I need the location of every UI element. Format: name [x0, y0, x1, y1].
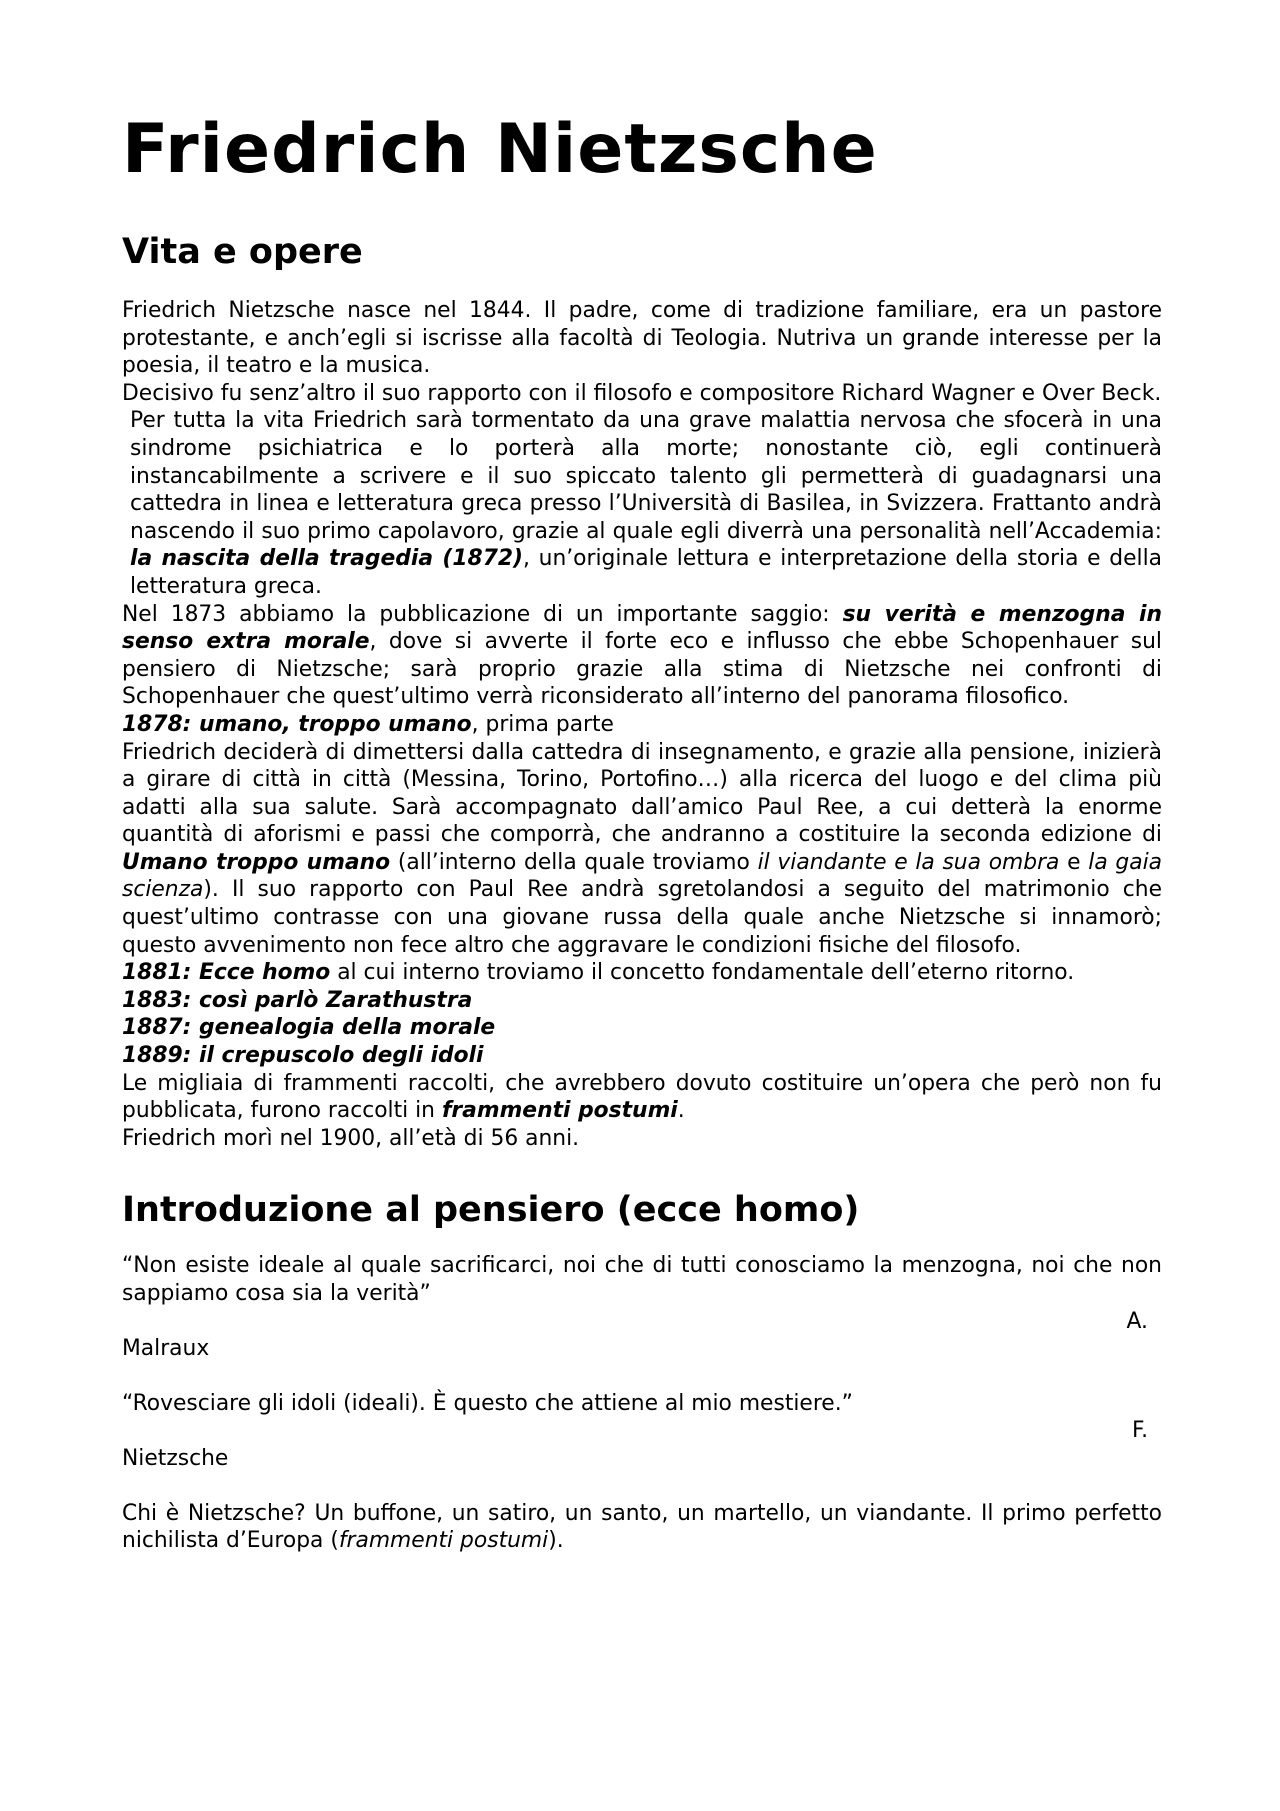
text-run: (all’interno della quale troviamo [390, 849, 758, 875]
work-title-genealogia: 1887: genealogia della morale [122, 1015, 496, 1041]
work-title-ecce-homo: 1881: Ecce homo [122, 960, 331, 986]
text-run: Chi è Nietzsche? Un buffone, un satiro, un santo, un martello, un viandante. Il primo perfetto nichilista d’Europa ( [122, 1500, 1162, 1554]
text-run: al cui interno troviamo il concetto fondamentale dell’eterno ritorno. [330, 960, 1075, 986]
work-title-umano: 1878: umano, troppo umano [122, 711, 472, 737]
paragraph-chi-e-nietzsche [122, 1500, 1162, 1555]
document-title: Friedrich Nietzsche [122, 110, 878, 189]
quote-initial-a: A. [1126, 1308, 1148, 1334]
text-run: ). Il suo rapporto con Paul Ree andrà sgretolandosi a seguito del matrimonio che quest’ultimo contrasse con una giovane russa della quale anche Nietzsche si innamorò; questo avvenimento non fece altro che aggravare le condizioni fisiche del filosofo. [122, 877, 1162, 958]
work-title-crepuscolo: 1889: il crepuscolo degli idoli [122, 1043, 484, 1069]
text-run: , dove si avverte il forte eco e influsso che ebbe Schopenhauer sul pensiero di Nietzsche; sarà proprio grazie alla stima di Nietzsche nei confronti di Schopenhauer che quest’ultimo verrà riconsiderato all’interno del panorama filosofico. [122, 629, 1162, 710]
text-run: Per tutta la vita Friedrich sarà tormentato da una grave malattia nervosa che sfocerà in una sindrome psichiatrica e lo porterà alla morte; nonostante ciò, egli continuerà instancabilmente a scrivere e il suo spiccato talento gli permetterà di guadagnarsi una cattedra in linea e letteratura greca presso l’Università di Basilea, in Svizzera. Frattanto andrà nascendo il suo primo capolavoro, grazie al quale egli diverrà una personalità nell’Accademia: [130, 408, 1162, 544]
paragraph-1881 [122, 959, 1162, 987]
text-run: ). [548, 1528, 564, 1554]
quote-nietzsche: “Rovesciare gli idoli (ideali). È questo che attiene al mio mestiere.” [122, 1390, 853, 1416]
text-run: Le migliaia di frammenti raccolti, che avrebbero dovuto costituire un’opera che però non fu pubblicata, furono raccolti in [122, 1070, 1162, 1124]
document-page [122, 110, 1162, 1555]
work-title-umano-2: Umano troppo umano [122, 849, 391, 875]
paragraph-death: Friedrich morì nel 1900, all’età di 56 anni. [122, 1125, 580, 1151]
text-run: Nel 1873 abbiamo la pubblicazione di un importante saggio: [122, 601, 843, 627]
quote-malraux: “Non esiste ideale al quale sacrificarci, noi che di tutti conosciamo la menzogna, noi che non sappiamo cosa sia la verità” [122, 1253, 1162, 1306]
paragraph-paul-ree [122, 739, 1162, 960]
paragraph-1878 [122, 711, 1162, 739]
work-title-tragedia: la nascita della tragedia (1872) [130, 546, 523, 572]
paragraph-wagner: Decisivo fu senz’altro il suo rapporto con il filosofo e compositore Richard Wagner e Over Beck. [122, 380, 1162, 406]
section-heading-intro: Introduzione al pensiero (ecce homo) [122, 1190, 860, 1231]
paragraph-1873 [122, 601, 1162, 711]
quote-author-nietzsche: Nietzsche [122, 1445, 229, 1471]
text-run: . [677, 1098, 685, 1124]
spacer [122, 1363, 1162, 1390]
section-heading-vita: Vita e opere [122, 232, 363, 272]
paragraph-birth: Friedrich Nietzsche nasce nel 1844. Il padre, come di tradizione familiare, era un pastore protestante, e anch’egli si iscrisse alla facoltà di Teologia. Nutriva un grande interesse per la poesia, il teatro e la musica. [122, 298, 1162, 379]
quote-initial-f: F. [1132, 1418, 1148, 1444]
text-run: Friedrich deciderà di dimettersi dalla cattedra di insegnamento, e grazie alla pensione, inizierà a girare di città in città (Messina, Torino, Portofino…) alla ricerca del luogo e del clima più adatti alla sua salute. Sarà accompagnato dall’amico Paul Ree, a cui detterà la enorme quantità di aforismi e passi che comporrà, che andranno a costituire la seconda edizione di [122, 739, 1162, 848]
text-run: , prima parte [471, 711, 614, 737]
paragraph-illness [122, 407, 1162, 600]
work-title-gaia-scienza: la gaia scienza [122, 849, 1162, 903]
text-run: e [1059, 849, 1089, 875]
work-title-frammenti: frammenti postumi [441, 1098, 678, 1124]
spacer [122, 1473, 1162, 1500]
work-title-frammenti-2: frammenti postumi [338, 1528, 549, 1554]
work-title-verita: su verità e menzogna in senso extra morale [122, 601, 1163, 655]
work-title-zarathustra: 1883: così parlò Zarathustra [122, 987, 473, 1013]
text-run: , un’originale lettura e interpretazione della storia e della letteratura greca. [130, 546, 1162, 599]
quote-author-malraux: Malraux [122, 1336, 210, 1362]
paragraph-frammenti [122, 1070, 1162, 1125]
work-title-viandante: il viandante e la sua ombra [757, 849, 1060, 875]
